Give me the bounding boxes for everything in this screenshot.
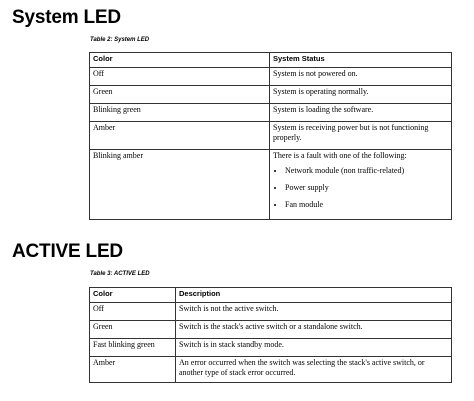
cell-color: Fast blinking green [90, 339, 176, 357]
cell-status: System is operating normally. [270, 86, 452, 104]
cell-color: Blinking green [90, 104, 270, 122]
table-row [90, 68, 452, 86]
list-item: • Power supply [285, 183, 448, 193]
cell-status [270, 150, 452, 220]
list-item: • Network module (non traffic-related) [285, 166, 448, 176]
cell-color: Blinking amber [90, 150, 270, 220]
table-row [90, 357, 452, 383]
cell-status: System is receiving power but is not functioning properly. [270, 122, 452, 150]
table-row [90, 303, 452, 321]
cell-description: Switch is the stack's active switch or a standalone switch. [176, 321, 452, 339]
column-header-color: Color [90, 53, 270, 68]
table-row [90, 339, 452, 357]
table-header-row [90, 288, 452, 303]
table-row [90, 150, 452, 220]
cell-status: System is loading the software. [270, 104, 452, 122]
system-led-heading: System LED [12, 7, 121, 28]
table-row [90, 321, 452, 339]
cell-color: Off [90, 303, 176, 321]
table-row [90, 86, 452, 104]
cell-color: Green [90, 86, 270, 104]
cell-color: Amber [90, 122, 270, 150]
active-led-table [89, 287, 452, 383]
cell-color: Green [90, 321, 176, 339]
table-header-row [90, 53, 452, 68]
table-row [90, 104, 452, 122]
status-text: There is a fault with one of the following: [273, 151, 407, 160]
cell-description: Switch is not the active switch. [176, 303, 452, 321]
column-header-system-status: System Status [270, 53, 452, 68]
cell-description: Switch is in stack standby mode. [176, 339, 452, 357]
system-led-table [89, 52, 452, 220]
cell-color: Off [90, 68, 270, 86]
active-led-heading: ACTIVE LED [12, 241, 123, 262]
fault-list [273, 166, 448, 210]
table-row [90, 122, 452, 150]
column-header-color: Color [90, 288, 176, 303]
column-header-description: Description [176, 288, 452, 303]
system-led-table-caption: Table 2: System LED [90, 37, 150, 43]
cell-status: System is not powered on. [270, 68, 452, 86]
cell-color: Amber [90, 357, 176, 383]
cell-description: An error occurred when the switch was selecting the stack's active switch, or another type of stack error occurred. [176, 357, 452, 383]
active-led-table-caption: Table 3: ACTIVE LED [90, 271, 150, 277]
list-item: • Fan module [285, 200, 448, 210]
